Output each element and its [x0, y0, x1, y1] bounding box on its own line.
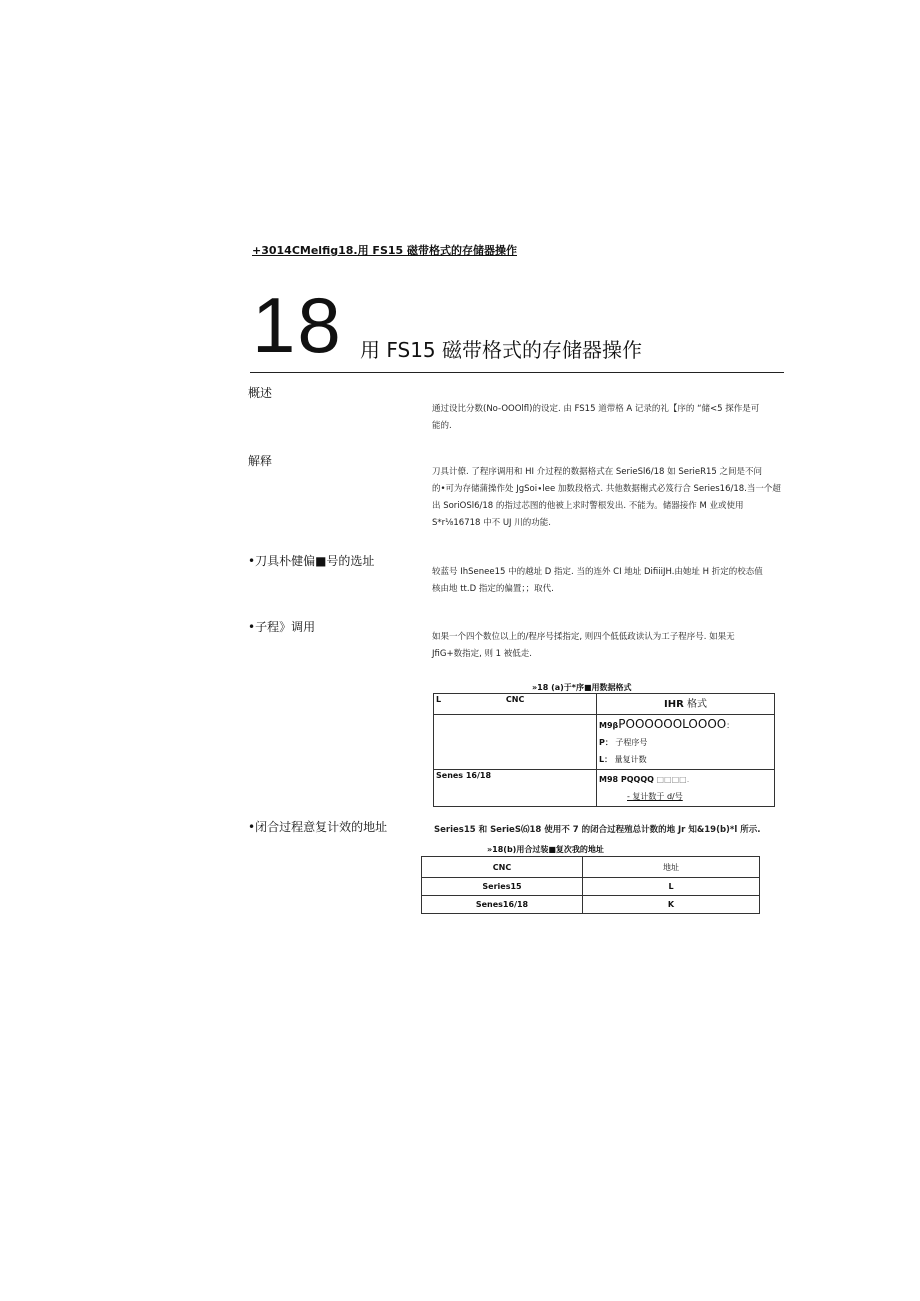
running-header: +3014CMelfig18.用 FS15 磁带格式的存储器操作: [252, 244, 517, 257]
table-a-head-cnc-label: CNC: [505, 695, 525, 704]
chapter-number: 18: [252, 281, 343, 369]
table-row: [422, 857, 760, 878]
overview-line: 通过设比分数(No-OOOlfl)的设定. 由 FS15 道带格 A 记录的礼【序的 “储<5 探作是可: [432, 404, 760, 414]
table-a-head-format: [597, 694, 775, 715]
section-heading-overview: 概述: [248, 386, 273, 400]
loop-address-line: Series15 和 SerieS⑹18 使用不 7 的闭合过程殖总计数的地 Jr 知&19(b)*l 所示.: [434, 825, 761, 835]
explanation-line: S*r⅛16718 中不 UJ 川的功能.: [432, 518, 551, 528]
explanation-line: 刀具计僚. 了程序调用和 HI 介过程的数据格式在 SerieSl6/18 如 SerieR15 之间是不问: [432, 467, 763, 477]
table-a-head-format-bold: IHR: [664, 699, 684, 710]
table-row: [422, 896, 760, 914]
table-a-row1-command: M9βPOOOOOOLOOOO：: [599, 717, 735, 731]
table-row: [434, 770, 775, 807]
table-b-cell-cnc: Series15: [422, 878, 583, 896]
overview-line: 能的.: [432, 421, 452, 431]
loop-address-paragraph: [434, 822, 774, 839]
chapter-divider: [250, 372, 784, 373]
subprogram-line: JfiG+数指定, 则 1 被低走.: [432, 649, 532, 659]
table-a-row2-note: - 复计数于 d/号: [627, 792, 683, 801]
table-a-head-prefix: L: [436, 695, 442, 704]
table-b-head-cnc: CNC: [422, 857, 583, 878]
table-row: [434, 715, 775, 770]
explanation-line: 的•可为存储蒲操作处 JgSoi∙lee 加数段格式. 共他数据榭式必笈行合 Series16/18.当一个超: [432, 484, 781, 494]
section-heading-subprogram: •子程》调用: [248, 620, 316, 634]
table-a-row1-format: [597, 715, 775, 770]
table-b-cell-address: K: [583, 896, 760, 914]
explanation-paragraph: [432, 464, 782, 532]
section-heading-explanation: 解释: [248, 454, 273, 468]
table-a-row2-format: [597, 770, 775, 807]
table-a-row2-command: M98 PQQQQ □□□□.: [599, 775, 690, 784]
tool-offset-line: 核由地 tt.D 指定的偏置；；取代.: [432, 584, 554, 594]
table-a-row1-cnc: [434, 715, 597, 770]
table-a-head-cnc: [434, 694, 597, 715]
table-a-row1-p: P： 子程序号: [599, 738, 648, 747]
table-a-row1-l: L： 量复计数: [599, 755, 647, 764]
overview-paragraph: [432, 401, 782, 435]
explanation-line: 出 SoriOSl6/18 的指过芯图的他被上求时警根发出. 不能为。储器接作 M 业或使用: [432, 501, 744, 511]
tool-offset-paragraph: [432, 564, 782, 598]
table-b-head-address: 地址: [583, 857, 760, 878]
table-row: [422, 878, 760, 896]
subprogram-format-table: [433, 693, 775, 807]
table-b-cell-cnc: Senes16/18: [422, 896, 583, 914]
loop-address-table: [421, 856, 760, 914]
table-b-caption: »18(b)用合过装■复次我的地址: [487, 845, 604, 854]
chapter-title: 用 FS15 磁带格式的存储器操作: [360, 338, 643, 362]
tool-offset-line: 较蓝号 IhSenee15 中的越址 D 指定. 当的连外 CI 地址 DifiiiJH.由她址 H 折定的校态值: [432, 567, 763, 577]
subprogram-line: 如果一个四个数位以上的/程序号揉指定, 则四个低低政读认为工子程序号. 如果无: [432, 632, 735, 642]
table-row: [434, 694, 775, 715]
table-b-cell-address: L: [583, 878, 760, 896]
section-heading-loop-address: •闭合过程意复计效的地址: [248, 820, 388, 834]
section-heading-tool-offset: •刀具朴健偏■号的选址: [248, 554, 375, 568]
table-a-row2-cnc: Senes 16/18: [434, 770, 597, 807]
subprogram-paragraph: [432, 629, 782, 663]
table-a-caption: »18 (a)于*序■用数据格式: [532, 683, 632, 692]
table-a-head-format-suffix: 格式: [683, 699, 707, 710]
